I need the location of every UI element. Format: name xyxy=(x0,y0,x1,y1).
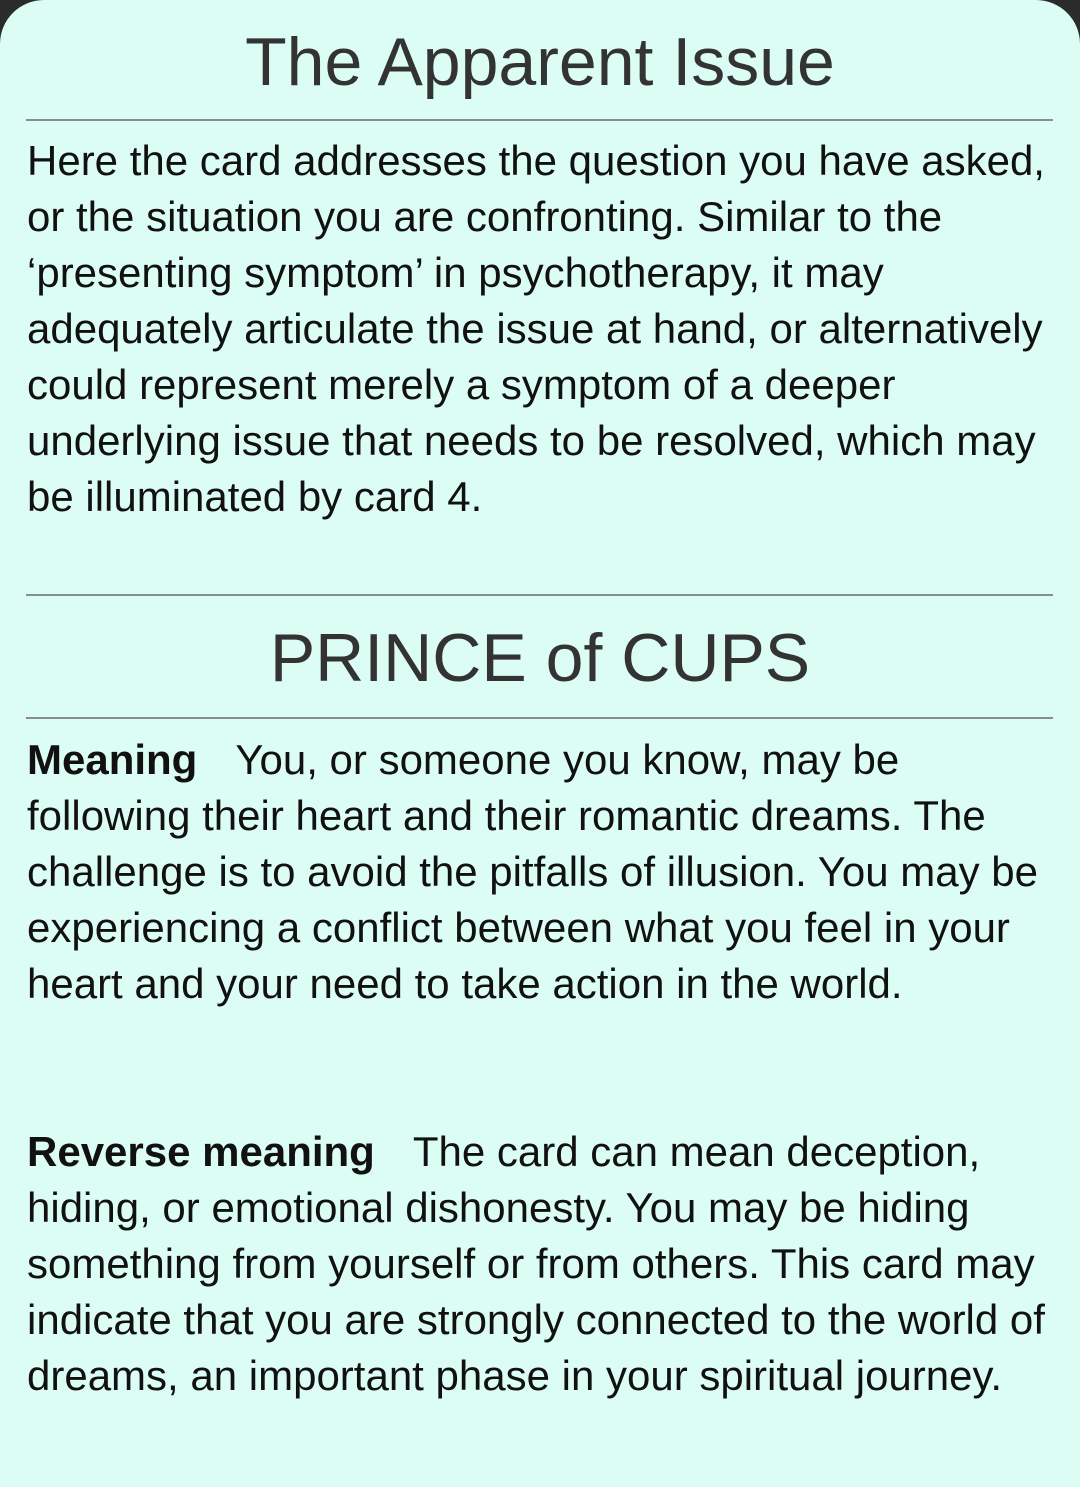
meaning-text: You, or someone you know, may be following their heart and their romantic dreams. The challenge is to avoid the pitfalls of illusion. You may be experiencing a conflict between what you feel in your heart and your need to take action in the world. xyxy=(27,736,1038,1007)
reverse-meaning-paragraph xyxy=(27,1124,1057,1404)
reverse-meaning-label: Reverse meaning xyxy=(27,1128,375,1175)
position-description: Here the card addresses the question you have asked, or the situation you are confronting. Similar to the ‘presenting symptom’ in psychotherapy, it may adequately articulate the issue at hand, or alternatively could represent merely a symptom of a deeper underlying issue that needs to be resolved, which may be illuminated by card 4. xyxy=(27,137,1045,520)
meaning-label: Meaning xyxy=(27,736,198,783)
divider-top xyxy=(26,119,1053,121)
divider-card-name xyxy=(26,717,1053,719)
divider-middle xyxy=(26,594,1053,596)
position-title: The Apparent Issue xyxy=(245,24,835,100)
card-name: PRINCE of CUPS xyxy=(269,620,811,696)
reverse-meaning-text: The card can mean deception, hiding, or emotional dishonesty. You may be hiding something from yourself or from others. This card may indicate that you are strongly connected to the world of dreams, an important phase in your spiritual journey. xyxy=(27,1128,1045,1399)
meaning-paragraph xyxy=(27,732,1057,1012)
